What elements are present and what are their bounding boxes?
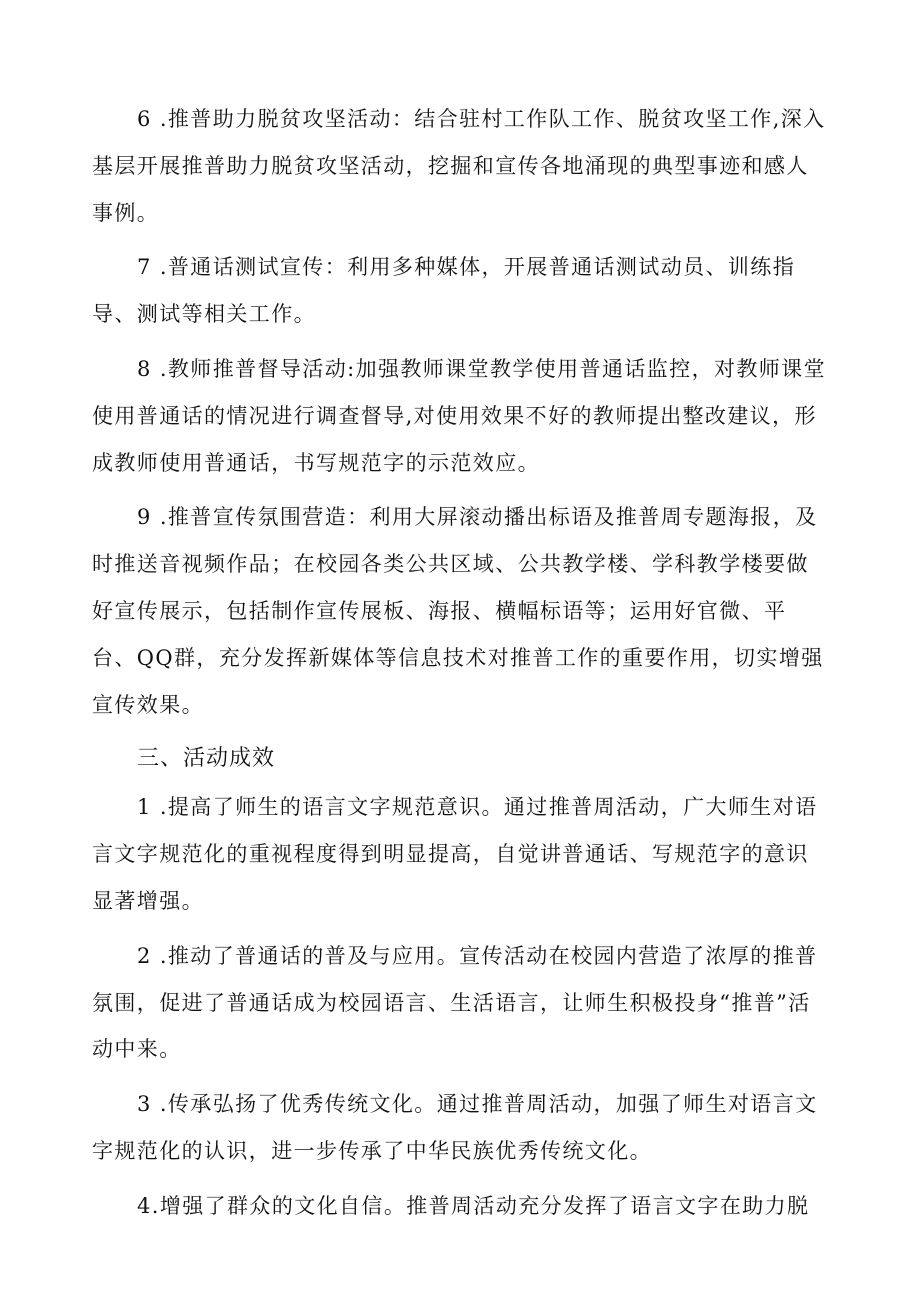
document-body (92, 96, 827, 1238)
paragraph-6: 6 .推普助力脱贫攻坚活动：结合驻村工作队工作、脱贫攻坚工作,深入基层开展推普助力脱贫攻坚活动，挖掘和宣传各地涌现的典型事迹和感人事例。 (92, 107, 826, 225)
section-heading: 三、活动成效 (137, 746, 276, 772)
result-paragraph-2: 2 .推动了普通话的普及与应用。宣传活动在校园内营造了浓厚的推普氛围，促进了普通话成为校园语言、生活语言，让师生积极投身“推普”活动中来。 (92, 943, 818, 1062)
result-paragraph-3: 3 .传承弘扬了优秀传统文化。通过推普周活动，加强了师生对语言文字规范化的认识，进一步传承了中华民族优秀传统文化。 (92, 1092, 818, 1163)
result-paragraph-1: 1 .提高了师生的语言文字规范意识。通过推普周活动，广大师生对语言文字规范化的重视程度得到明显提高，自觉讲普通话、写规范字的意识显著增强。 (92, 795, 818, 913)
paragraph-9: 9 .推普宣传氛围营造：利用大屏滚动播出标语及推普周专题海报，及时推送音视频作品；在校园各类公共区域、公共教学楼、学科教学楼要做好宣传展示，包括制作宣传展板、海报、横幅标语等；运用好官微、平台、QQ群，充分发挥新媒体等信息技术对推普工作的重要作用，切实增强宣传效果。 (92, 505, 824, 717)
result-paragraph-4: 4.增强了群众的文化自信。推普周活动充分发挥了语言文字在助力脱 (137, 1193, 810, 1218)
paragraph-7: 7 .普通话测试宣传：利用多种媒体，开展普通话测试动员、训练指导、测试等相关工作。 (92, 255, 796, 327)
paragraph-8: 8 .教师推普督导活动:加强教师课堂教学使用普通话监控，对教师课堂使用普通话的情况进行调查督导,对使用效果不好的教师提出整改建议，形成教师使用普通话，书写规范字的示范效应。 (92, 356, 826, 475)
